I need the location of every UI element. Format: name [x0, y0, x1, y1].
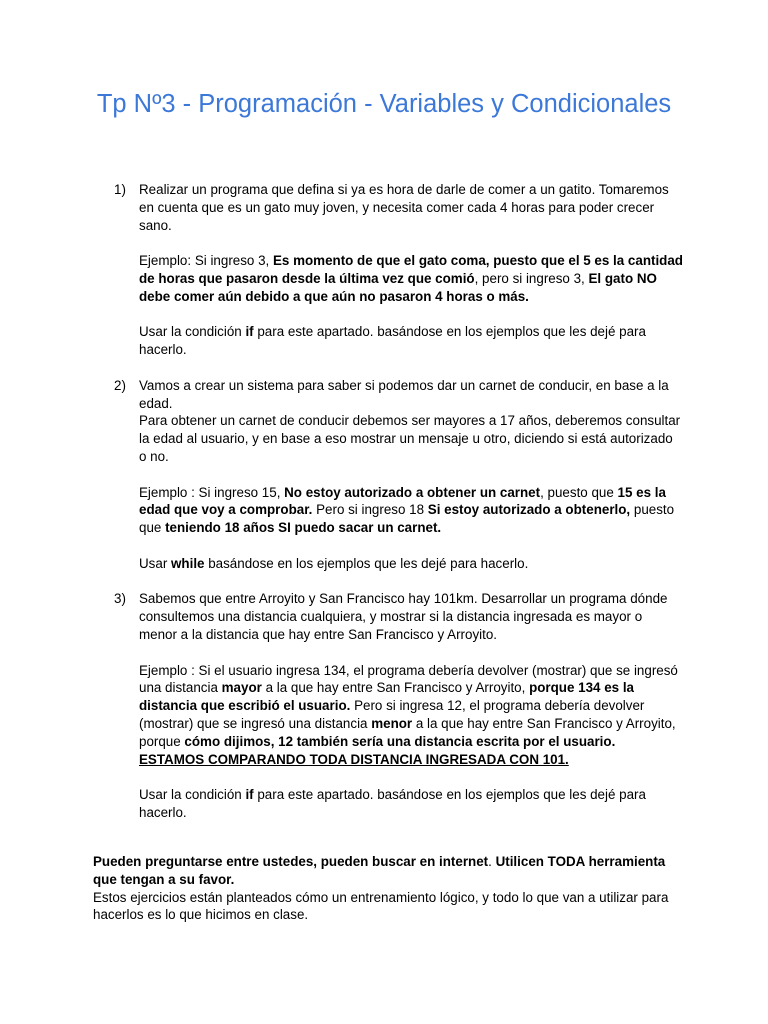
closing-bold-text: Utilicen TODA herramienta que tengan a su favor. — [93, 854, 666, 887]
exercise-instruction — [139, 323, 683, 359]
exercise-description — [139, 377, 683, 466]
instruction-keyword: if — [245, 787, 254, 803]
instruction-text: Usar — [139, 555, 171, 571]
exercise-example — [139, 252, 683, 305]
example-bold-text: Es momento de que el gato coma, puesto que el 5 es la cantidad de horas que pasaron desde la última vez que comió — [139, 253, 683, 286]
example-text: Ejemplo: Si ingreso 3, — [139, 253, 273, 269]
exercise-example — [139, 484, 683, 537]
example-bold-text: teniendo 18 años SI puedo sacar un carnet. — [165, 520, 442, 536]
page-title: Tp Nº3 - Programación - Variables y Condicionales — [96, 90, 672, 118]
example-text: , puesto que — [540, 484, 618, 500]
example-bold-text: El gato NO debe comer aún debido a que aún no pasaron 4 horas o más. — [139, 270, 657, 304]
closing-text: . — [488, 854, 496, 869]
exercise-description: Realizar un programa que defina si ya es hora de darle de comer a un gatito. Tomaremos en cuenta que es un gato muy joven, y necesita comer cada 4 horas para poder crecer sano. — [139, 182, 669, 233]
instruction-text: Usar la condición — [139, 324, 246, 340]
example-bold-text: mayor — [221, 680, 262, 696]
example-bold-text: porque 134 es la distancia que escribió el usuario. — [139, 680, 635, 714]
closing-bold-text: Pueden preguntarse entre ustedes, pueden buscar en internet — [93, 854, 489, 869]
exercise-instruction — [139, 555, 683, 573]
exercise-item-3 — [93, 590, 683, 821]
exercise-number: 1) — [114, 182, 126, 197]
instruction-text: Usar la condición — [139, 787, 246, 803]
instruction-text: para este apartado. basándose en los ejemplos que les dejé para hacerlo. — [139, 324, 646, 358]
exercise-number: 3) — [114, 591, 126, 607]
closing-paragraph: Estos ejercicios están planteados cómo un entrenamiento lógico, y todo lo que van a utilizar para hacerlos es lo que hicimos en clase. — [93, 889, 669, 923]
description-line: Para obtener un carnet de conducir debemos ser mayores a 17 años, deberemos consultar la edad al usuario, y en base a eso mostrar un mensaje u otro, diciendo si está autorizado o no. — [139, 413, 681, 464]
exercise-item-1 — [93, 181, 683, 359]
instruction-keyword: while — [171, 555, 205, 571]
description-line: Vamos a crear un sistema para saber si podemos dar un carnet de conducir, en base a la edad. — [139, 377, 669, 411]
exercise-number: 2) — [114, 377, 126, 393]
example-text: Ejemplo : Si el usuario ingresa 134, el programa debería devolver (mostrar) que se ingresó una distancia — [139, 662, 678, 696]
example-bold-text: cómo dijimos, 12 también sería una distancia escrita por el usuario. — [184, 733, 616, 749]
example-text: Pero si ingreso 18 — [312, 502, 428, 518]
example-bold-text: No estoy autorizado a obtener un carnet — [284, 484, 541, 500]
example-text: a la que hay entre San Francisco y Arroyito, — [261, 680, 530, 696]
closing-emphasis — [93, 853, 683, 889]
instruction-keyword: if — [245, 324, 254, 340]
example-text: puesto que — [139, 502, 675, 536]
example-underlined-text: ESTAMOS COMPARANDO TODA DISTANCIA INGRESADA CON 101. — [139, 751, 569, 767]
instruction-text: basándose en los ejemplos que les dejé para hacerlo. — [204, 555, 529, 571]
exercise-example — [139, 662, 683, 769]
exercise-list — [93, 181, 683, 839]
example-bold-text: 15 es la edad que voy a comprobar. — [139, 484, 666, 518]
example-text: a la que hay entre San Francisco y Arroyito, porque — [139, 715, 676, 749]
exercise-description: Sabemos que entre Arroyito y San Francisco hay 101km. Desarrollar un programa dónde consultemos una distancia cualquiera, y mostrar si la distancia ingresada es mayor o menor a la distancia que hay entre San Francisco y Arroyito. — [139, 591, 668, 642]
example-bold-text: Si estoy autorizado a obtenerlo, — [427, 502, 631, 518]
exercise-item-2 — [93, 377, 683, 573]
instruction-text: para este apartado. basándose en los ejemplos que les dejé para hacerlo. — [139, 787, 646, 820]
exercise-instruction — [139, 786, 683, 822]
closing-notes — [93, 853, 683, 924]
example-text: Pero si ingresa 12, el programa debería devolver (mostrar) que se ingresó una distancia — [139, 698, 645, 731]
example-text: , pero si ingreso 3, — [474, 270, 589, 286]
example-text: Ejemplo : Si ingreso 15, — [139, 484, 285, 500]
example-bold-text: menor — [371, 715, 413, 731]
